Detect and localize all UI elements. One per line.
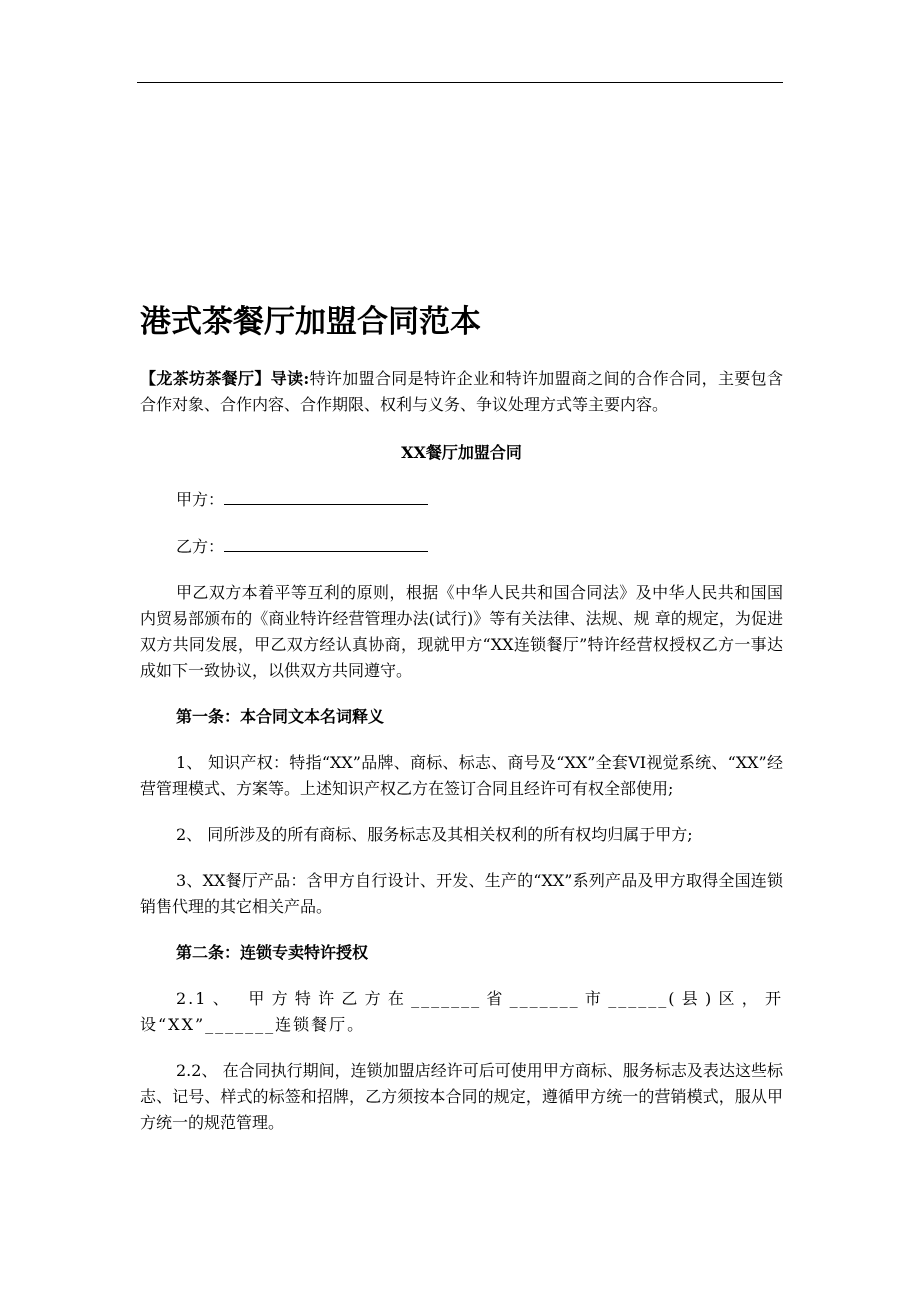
intro-text: 特许加盟合同是特许企业和特许加盟商之间的合作合同，主要包含合作对象、合作内容、合作期限、权利与义务、争议处理方式等主要内容。: [140, 369, 783, 414]
document-page: [140, 302, 783, 1156]
article2-heading: 第二条：连锁专卖特许授权: [176, 943, 369, 962]
party-b-blank: [224, 533, 428, 552]
party-a-blank: [224, 486, 428, 505]
article2-item1: 2.1、 甲方特许乙方在_______省_______市______(县)区，开设“XX”_______连锁餐厅。: [140, 989, 783, 1034]
party-b-label: 乙方：: [176, 537, 225, 556]
contract-title: XX餐厅加盟合同: [401, 443, 522, 462]
article2-item2: 2.2、 在合同执行期间，连锁加盟店经许可后可使用甲方商标、服务标志及表达这些标志、记号、样式的标签和招牌，乙方须按本合同的规定，遵循甲方统一的营销模式，服从甲方统一的规范管理。: [140, 1061, 783, 1132]
preamble-paragraph: 甲乙双方本着平等互利的原则，根据《中华人民共和国合同法》及中华人民共和国国内贸易部颁布的《商业特许经营管理办法(试行)》等有关法律、法规、规 章的规定，为促进双方共同发展，甲乙双方经认真协商，现就甲方“XX连锁餐厅”特许经营权授权乙方一事达成如下一致协议，以供双方共同遵守。: [140, 583, 783, 680]
document-title: 港式茶餐厅加盟合同范本: [140, 304, 481, 340]
intro-paragraph: [140, 366, 783, 418]
party-a-label: 甲方：: [176, 490, 225, 509]
article1-item1: 1、 知识产权：特指“XX”品牌、商标、标志、商号及“XX”全套VI视觉系统、“XX”经营管理模式、方案等。上述知识产权乙方在签订合同且经许可有权全部使用;: [140, 753, 783, 798]
article1-heading: 第一条：本合同文本名词释义: [176, 707, 385, 726]
intro-source: 【龙茶坊茶餐厅】导读:: [140, 369, 310, 388]
header-rule: [137, 82, 783, 83]
party-a-line: [140, 486, 783, 513]
article1-item2: 2、 同所涉及的所有商标、服务标志及其相关权利的所有权均归属于甲方;: [176, 825, 693, 844]
article1-item3: 3、XX餐厅产品：含甲方自行设计、开发、生产的“XX”系列产品及甲方取得全国连锁销售代理的其它相关产品。: [140, 871, 783, 916]
party-b-line: [140, 533, 783, 560]
